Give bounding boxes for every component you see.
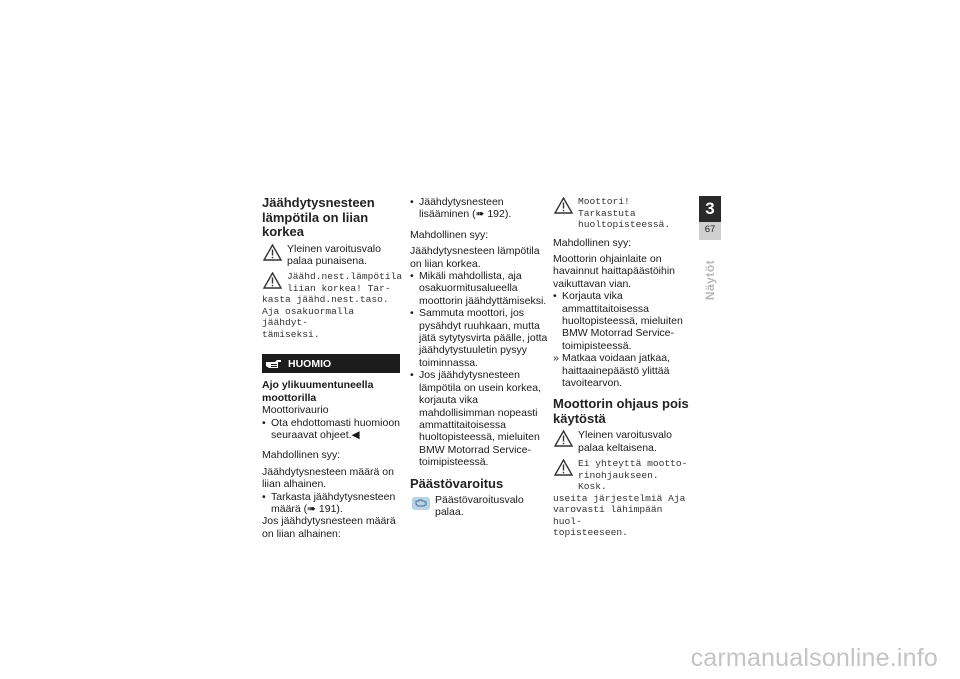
column-1 bbox=[262, 195, 403, 540]
cause-text: Moottorin ohjainlaite on havainnut haittapäästöihin vaikuttavan vian. bbox=[553, 252, 676, 290]
cause-text: Jäähdytysnesteen määrä on liian alhainen. bbox=[262, 465, 394, 491]
note-label: HUOMIO bbox=[288, 357, 332, 370]
cause-label: Mahdollinen syy: bbox=[553, 236, 632, 249]
section-heading-coolant-temp: Jäähdytysnesteen lämpötila on liian korkea bbox=[262, 195, 375, 239]
display-line: huoltopisteessä. bbox=[578, 219, 671, 230]
list-item: • Mikäli mahdollista, aja osakuormitusalueella moottorin jäähdyttämiseksi. bbox=[410, 270, 548, 307]
list-item: • Ota ehdottomasti huomioon seuraavat ohjeet.◀ bbox=[262, 417, 400, 442]
list-item: • Sammuta moottori, jos pysähdyt ruuhkaan, mutta jätä sytytysvirta päälle, jotta jäähdytystuuletin pysyy toiminnassa. bbox=[410, 307, 548, 369]
indicator-block bbox=[553, 429, 693, 454]
warning-triangle-icon bbox=[553, 196, 574, 215]
warning-triangle-icon bbox=[262, 271, 283, 290]
display-line: Moottori! Tarkastuta bbox=[578, 196, 636, 219]
pointing-hand-icon bbox=[262, 354, 286, 373]
display-line: varovasti lähimpään huol- bbox=[553, 504, 663, 527]
section-heading-engine-control: Moottorin ohjaus pois käytöstä bbox=[553, 396, 689, 426]
result-item: » Matkaa voidaan jatkaa, haittaainepäästö ylittää tavoitearvon. bbox=[553, 352, 693, 389]
display-line: kasta jäähd.nest.taso. bbox=[262, 294, 389, 306]
note-subtitle: Moottorivaurio bbox=[262, 404, 329, 417]
indicator-text: Päästövaroitusvalo palaa. bbox=[435, 494, 524, 519]
engine-warning-icon bbox=[410, 494, 431, 513]
cause-text: Jos jäähdytysnesteen määrä on liian alhainen: bbox=[262, 515, 396, 540]
display-line: liian korkea! Tar- bbox=[287, 282, 391, 294]
indicator-block bbox=[410, 494, 548, 519]
list-item: • Jos jäähdytysnesteen lämpötila on usein korkea, korjauta vika mahdollisimman nopeasti ammattitaitoisessa huoltopisteessä, mieluiten BMW Motorrad Service-toimipisteessä. bbox=[410, 369, 548, 468]
note-header bbox=[262, 354, 400, 373]
display-line: rinohjaukseen. Kosk. bbox=[578, 469, 659, 493]
page-number: 67 bbox=[704, 224, 716, 235]
display-line: Jäähd.nest.lämpötila bbox=[287, 271, 403, 283]
chapter-number: 3 bbox=[699, 196, 721, 222]
list-item: • Jäähdytysnesteen lisääminen (➠ 192). bbox=[410, 196, 548, 221]
indicator-text: Yleinen varoitusvalo palaa keltaisena. bbox=[578, 429, 672, 454]
cause-text: Jäähdytysnesteen lämpötila on liian korkea. bbox=[410, 245, 540, 270]
display-line: tämiseksi. bbox=[262, 328, 320, 340]
column-3 bbox=[553, 196, 693, 545]
indicator-text: Yleinen varoitusvalo palaa punaisena. bbox=[287, 242, 381, 267]
display-line: useita järjestelmiä Aja bbox=[553, 492, 686, 504]
display-message-block bbox=[553, 458, 693, 539]
chapter-tab bbox=[699, 196, 721, 240]
display-line: Aja osakuormalla jäähdyt- bbox=[262, 305, 355, 329]
display-line: Ei yhteyttä mootto- bbox=[578, 458, 688, 470]
note-title: Ajo ylikuumentuneella moottorilla bbox=[262, 379, 374, 404]
warning-triangle-icon bbox=[553, 429, 574, 448]
display-message-block bbox=[553, 196, 693, 231]
watermark: carmanualsonline.info bbox=[690, 644, 938, 672]
list-item: • Korjauta vika ammattitaitoisessa huoltopisteessä, mieluiten BMW Motorrad Service-toimipisteessä. bbox=[553, 290, 693, 352]
list-item: • Tarkasta jäähdytysnesteen määrä (➠ 191). bbox=[262, 491, 400, 516]
cause-label: Mahdollinen syy: bbox=[262, 449, 341, 462]
warning-triangle-icon bbox=[262, 243, 283, 262]
section-heading-emission: Päästövaroitus bbox=[410, 475, 504, 491]
column-2 bbox=[410, 196, 548, 523]
section-name: Näytöt bbox=[703, 259, 717, 301]
indicator-block bbox=[262, 243, 400, 268]
section-side-label bbox=[701, 250, 719, 310]
display-message-block bbox=[262, 271, 403, 340]
warning-triangle-icon bbox=[553, 458, 574, 477]
display-line: topisteeseen. bbox=[553, 527, 628, 539]
cause-label: Mahdollinen syy: bbox=[410, 228, 489, 241]
